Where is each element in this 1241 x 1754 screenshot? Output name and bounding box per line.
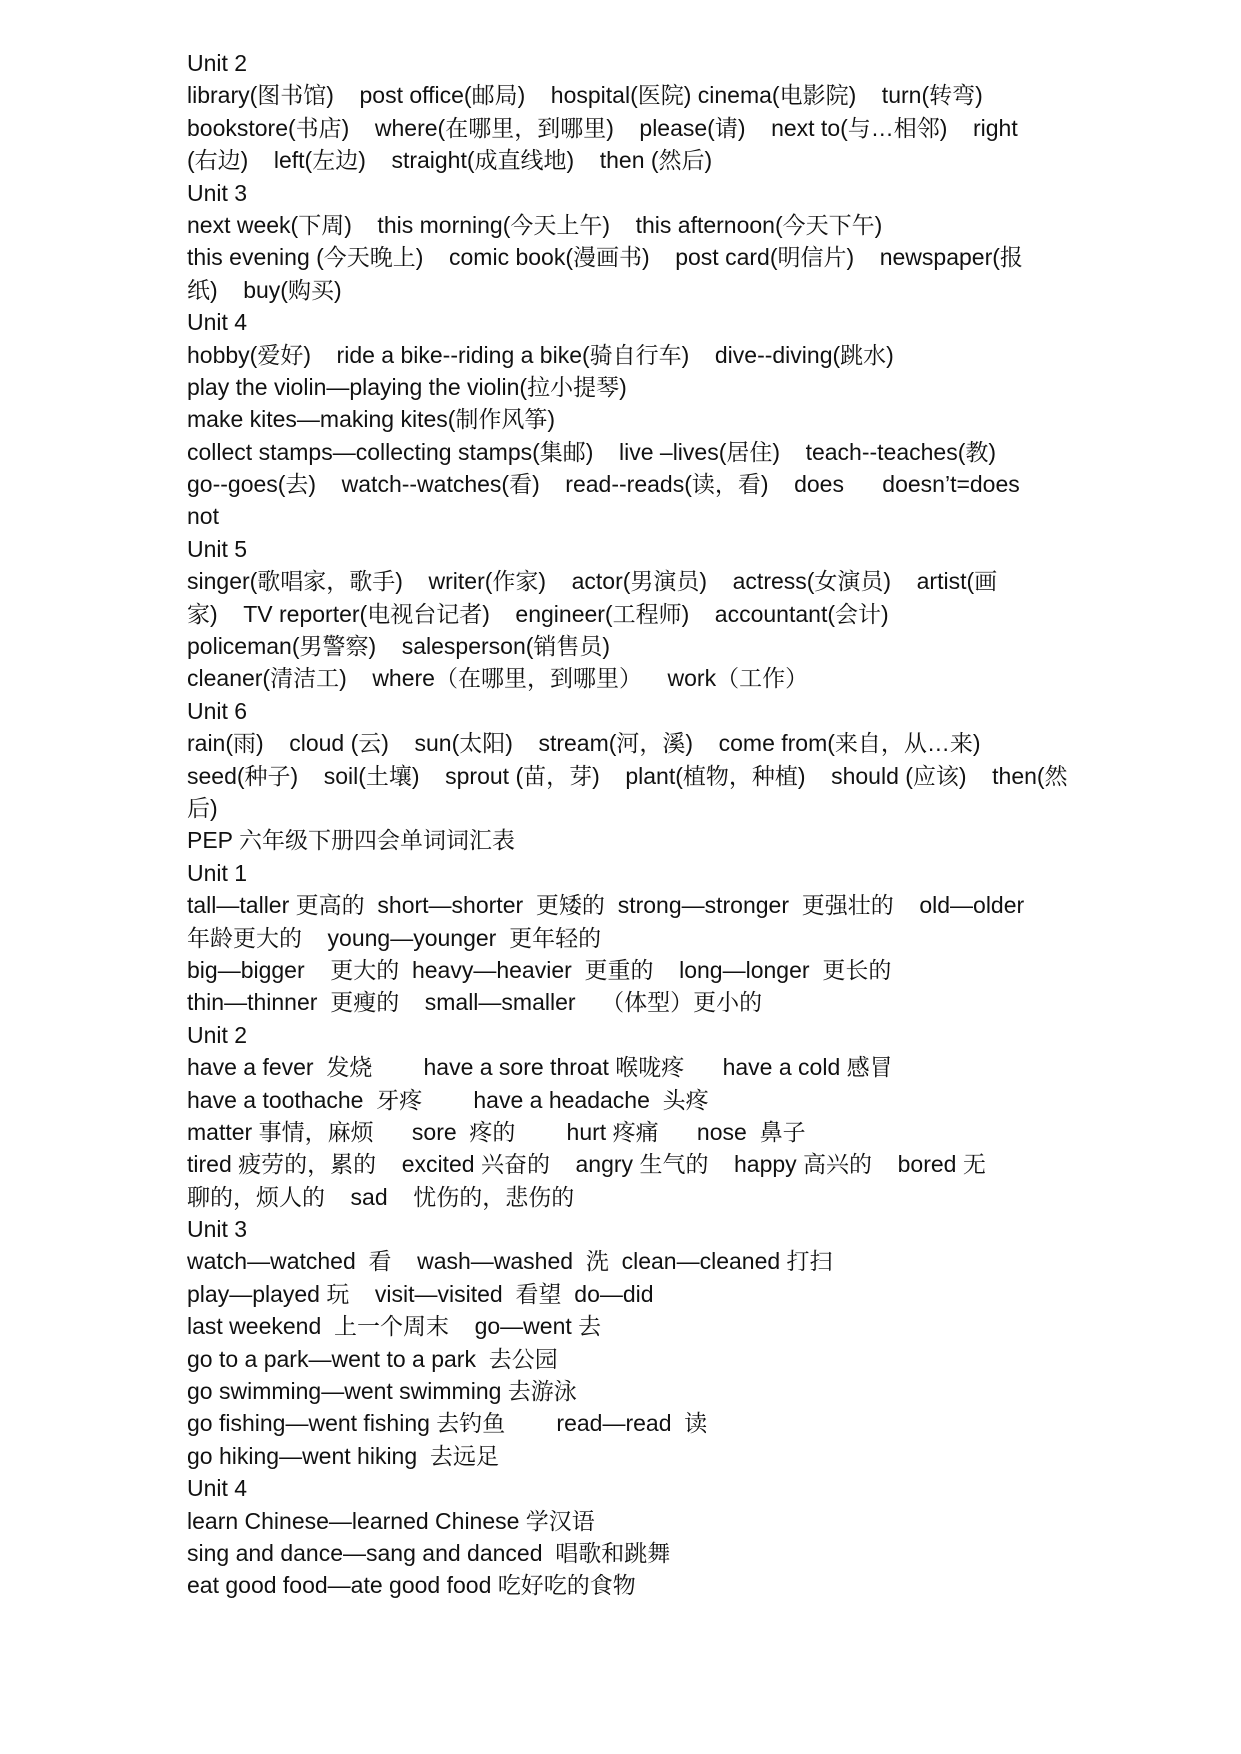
vocab-line: sing and dance—sang and danced 唱歌和跳舞 — [187, 1539, 671, 1566]
vocab-line: watch—watched 看 wash—washed 洗 clean—cleaned 打扫 — [187, 1248, 833, 1275]
vocab-line: hobby(爱好) ride a bike--riding a bike(骑自行车) dive--diving(跳水) — [187, 341, 894, 368]
unit-heading: Unit 4 — [187, 1475, 248, 1502]
unit-heading: Unit 6 — [187, 697, 248, 724]
vocab-line: 聊的，烦人的 sad 忧伤的，悲伤的 — [187, 1183, 575, 1210]
vocab-line: cleaner(清洁工) where（在哪里，到哪里） work（工作） — [187, 665, 809, 692]
vocab-line: bookstore(书店) where(在哪里，到哪里) please(请) next to(与…相邻) right — [187, 114, 1018, 141]
section-title: PEP 六年级下册四会单词词汇表 — [187, 827, 515, 854]
vocab-line: tall—taller 更高的 short—shorter 更矮的 strong—stronger 更强壮的 old—older — [187, 892, 1025, 919]
unit-heading: Unit 5 — [187, 535, 248, 562]
vocab-line: make kites—making kites(制作风筝) — [187, 406, 556, 433]
vocab-line: 年龄更大的 young—younger 更年轻的 — [187, 924, 602, 951]
vocab-line: go swimming—went swimming 去游泳 — [187, 1378, 577, 1405]
unit-heading: Unit 3 — [187, 179, 248, 206]
vocab-line: next week(下周) this morning(今天上午) this afternoon(今天下午) — [187, 211, 883, 238]
vocab-line: eat good food—ate good food 吃好吃的食物 — [187, 1572, 636, 1599]
vocab-line: have a fever 发烧 have a sore throat 喉咙疼 have a cold 感冒 — [187, 1054, 893, 1081]
vocab-line: thin—thinner 更瘦的 small—smaller （体型）更小的 — [187, 989, 763, 1016]
vocab-line: 家) TV reporter(电视台记者) engineer(工程师) accountant(会计) — [187, 600, 889, 627]
vocab-line: 纸) buy(购买) — [187, 276, 342, 303]
vocab-line: policeman(男警察) salesperson(销售员) — [187, 633, 611, 660]
vocab-line: have a toothache 牙疼 have a headache 头疼 — [187, 1086, 709, 1113]
vocab-line: go to a park—went to a park 去公园 — [187, 1345, 558, 1372]
vocab-line: (右边) left(左边) straight(成直线地) then (然后) — [187, 147, 713, 174]
vocab-line: library(图书馆) post office(邮局) hospital(医院) cinema(电影院) turn(转弯) — [187, 82, 983, 109]
vocab-line: singer(歌唱家，歌手) writer(作家) actor(男演员) actress(女演员) artist(画 — [187, 568, 998, 595]
vocab-line: seed(种子) soil(土壤) sprout (苗，芽) plant(植物，种植) should (应该) then(然 — [187, 762, 1068, 789]
vocab-line: rain(雨) cloud (云) sun(太阳) stream(河，溪) come from(来自，从…来) — [187, 730, 981, 757]
vocab-line: big—bigger 更大的 heavy—heavier 更重的 long—longer 更长的 — [187, 956, 892, 983]
unit-heading: Unit 1 — [187, 859, 248, 886]
vocab-line: learn Chinese—learned Chinese 学汉语 — [187, 1507, 595, 1534]
vocab-line: go hiking—went hiking 去远足 — [187, 1442, 499, 1469]
vocab-line: 后) — [187, 794, 218, 821]
unit-heading: Unit 3 — [187, 1216, 248, 1243]
unit-heading: Unit 2 — [187, 50, 248, 76]
vocab-line: play the violin—playing the violin(拉小提琴) — [187, 373, 627, 400]
vocab-line: matter 事情，麻烦 sore 疼的 hurt 疼痛 nose 鼻子 — [187, 1118, 806, 1145]
vocab-line: play—played 玩 visit—visited 看望 do—did — [187, 1280, 654, 1307]
unit-heading: Unit 4 — [187, 309, 248, 336]
vocab-line: last weekend 上一个周末 go—went 去 — [187, 1313, 602, 1340]
document-page — [187, 47, 1127, 1602]
vocab-line: this evening (今天晚上) comic book(漫画书) post card(明信片) newspaper(报 — [187, 244, 1023, 271]
vocab-line: go--goes(去) watch--watches(看) read--reads(读，看) does doesn’t=does — [187, 471, 1020, 498]
unit-heading: Unit 2 — [187, 1021, 248, 1048]
vocab-line: collect stamps—collecting stamps(集邮) live –lives(居住) teach--teaches(教) — [187, 438, 997, 465]
vocab-line: not — [187, 503, 219, 530]
vocab-line: tired 疲劳的，累的 excited 兴奋的 angry 生气的 happy 高兴的 bored 无 — [187, 1151, 986, 1178]
vocab-line: go fishing—went fishing 去钓鱼 read—read 读 — [187, 1410, 708, 1437]
